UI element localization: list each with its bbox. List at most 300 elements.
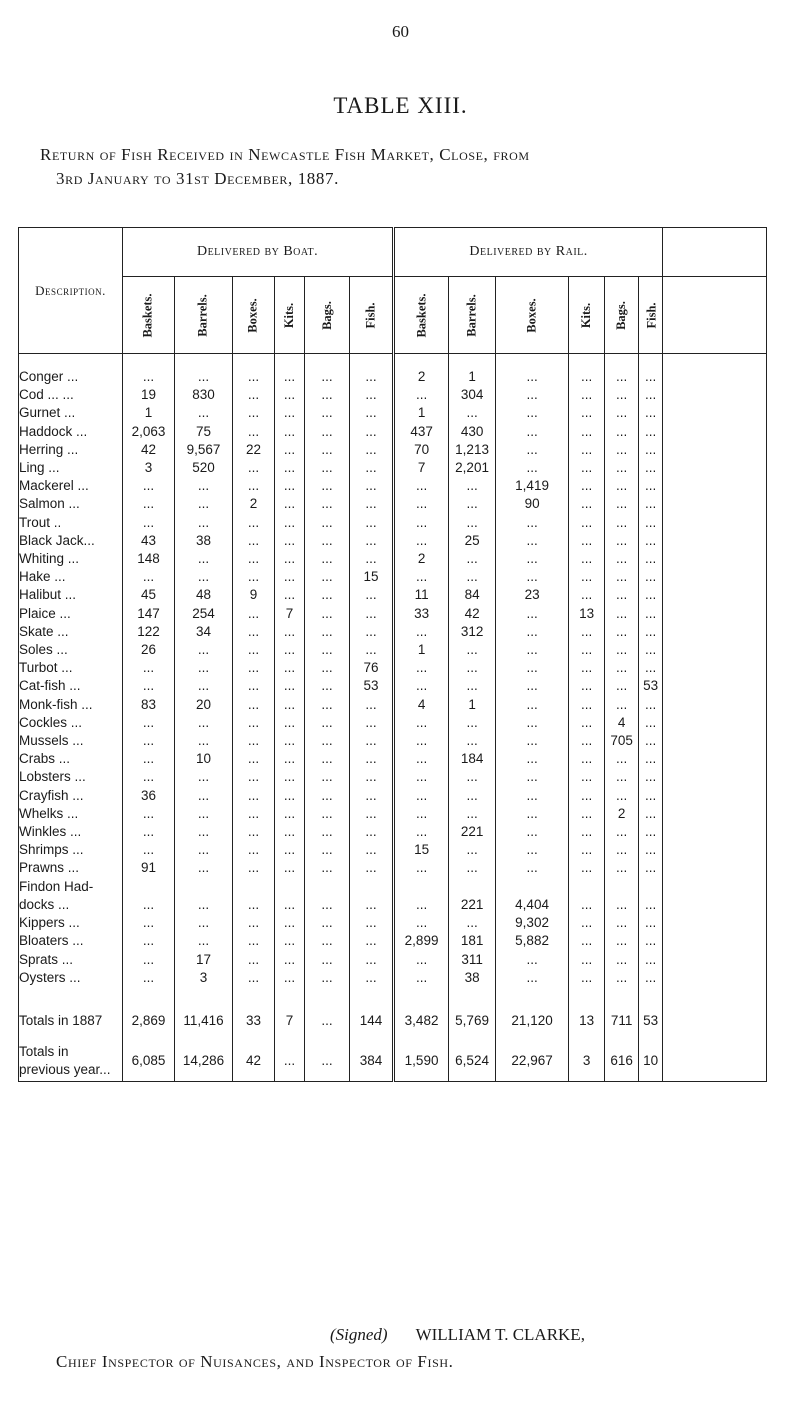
fish-description: Bloaters ... — [19, 932, 123, 950]
blank-cell — [663, 896, 767, 914]
table-cell — [605, 878, 639, 896]
spacer-cell — [175, 987, 233, 1001]
table-cell: ... — [350, 532, 394, 550]
spacer-cell — [449, 354, 496, 369]
table-cell: 5,882 — [496, 932, 569, 950]
table-cell: ... — [350, 441, 394, 459]
table-cell: ... — [569, 368, 605, 386]
table-cell: 53 — [639, 1001, 663, 1041]
table-cell: ... — [496, 823, 569, 841]
blank-cell — [663, 878, 767, 896]
blank-cell — [663, 787, 767, 805]
table-cell: ... — [605, 750, 639, 768]
table-cell: ... — [233, 714, 275, 732]
table-cell: 147 — [123, 605, 175, 623]
table-cell: ... — [449, 805, 496, 823]
spacer-cell — [394, 987, 449, 1001]
table-cell: ... — [394, 386, 449, 404]
table-row — [19, 404, 767, 422]
table-cell — [350, 878, 394, 896]
blank-cell — [663, 386, 767, 404]
table-cell: ... — [449, 404, 496, 422]
table-cell: ... — [350, 787, 394, 805]
delivered-by-rail-header: Delivered by Rail. — [394, 228, 663, 277]
table-cell: 711 — [605, 1001, 639, 1041]
table-cell: ... — [350, 386, 394, 404]
table-cell: ... — [496, 696, 569, 714]
table-row — [19, 823, 767, 841]
table-cell: ... — [350, 586, 394, 604]
table-cell: ... — [275, 586, 305, 604]
table-cell: ... — [350, 932, 394, 950]
table-cell: ... — [233, 477, 275, 495]
table-row — [19, 768, 767, 786]
table-cell: 11,416 — [175, 1001, 233, 1041]
table-cell: ... — [496, 623, 569, 641]
delivered-by-boat-header: Delivered by Boat. — [123, 228, 394, 277]
spacer-cell — [123, 354, 175, 369]
table-cell: ... — [394, 805, 449, 823]
table-cell: ... — [569, 951, 605, 969]
table-row — [19, 805, 767, 823]
blank-cell — [663, 550, 767, 568]
table-cell: ... — [639, 714, 663, 732]
table-cell: ... — [569, 386, 605, 404]
table-cell: ... — [496, 605, 569, 623]
table-cell: ... — [233, 404, 275, 422]
table-cell: ... — [175, 914, 233, 932]
table-cell: 430 — [449, 423, 496, 441]
table-cell: ... — [639, 532, 663, 550]
table-cell: 45 — [123, 586, 175, 604]
table-cell: ... — [233, 623, 275, 641]
table-cell: ... — [305, 659, 350, 677]
table-cell: ... — [394, 951, 449, 969]
table-cell: 38 — [175, 532, 233, 550]
table-cell: ... — [496, 423, 569, 441]
table-cell: ... — [275, 495, 305, 513]
blank-cell — [663, 714, 767, 732]
table-cell: 1,419 — [496, 477, 569, 495]
table-cell: ... — [496, 714, 569, 732]
table-cell: ... — [305, 404, 350, 422]
table-cell: ... — [449, 732, 496, 750]
signed-label: (Signed) — [330, 1325, 388, 1344]
table-cell: ... — [305, 1001, 350, 1041]
column-header — [233, 277, 275, 354]
table-cell: 1 — [394, 641, 449, 659]
blank-cell — [663, 659, 767, 677]
table-cell: ... — [605, 514, 639, 532]
table-cell: ... — [275, 841, 305, 859]
table-cell: 11 — [394, 586, 449, 604]
table-cell: 21,120 — [496, 1001, 569, 1041]
table-cell: ... — [305, 932, 350, 950]
table-cell: ... — [275, 914, 305, 932]
spacer-row — [19, 354, 767, 369]
table-cell: ... — [350, 732, 394, 750]
table-cell: ... — [569, 404, 605, 422]
table-cell: ... — [233, 823, 275, 841]
table-cell: 2,869 — [123, 1001, 175, 1041]
signatory-name: WILLIAM T. CLARKE, — [415, 1325, 585, 1344]
table-cell: ... — [605, 914, 639, 932]
blank-cell — [663, 859, 767, 877]
fish-description: Salmon ... — [19, 495, 123, 513]
table-cell: ... — [275, 750, 305, 768]
table-row — [19, 696, 767, 714]
table-cell: ... — [605, 841, 639, 859]
table-row — [19, 386, 767, 404]
table-cell: ... — [394, 787, 449, 805]
table-row — [19, 477, 767, 495]
column-header-label: Barrels. — [196, 294, 210, 337]
fish-description: Halibut ... — [19, 586, 123, 604]
table-row — [19, 859, 767, 877]
table-cell — [394, 878, 449, 896]
table-cell: ... — [496, 550, 569, 568]
table-cell: ... — [569, 859, 605, 877]
blank-cell — [663, 459, 767, 477]
table-cell: 2 — [233, 495, 275, 513]
table-cell: ... — [275, 896, 305, 914]
table-cell: ... — [233, 859, 275, 877]
table-cell: ... — [605, 532, 639, 550]
table-cell: ... — [605, 368, 639, 386]
table-cell: ... — [449, 859, 496, 877]
table-cell: ... — [233, 969, 275, 987]
table-cell: ... — [350, 641, 394, 659]
table-cell: ... — [305, 696, 350, 714]
table-cell: ... — [496, 514, 569, 532]
table-cell: ... — [275, 459, 305, 477]
table-row — [19, 1001, 767, 1041]
table-cell: ... — [350, 423, 394, 441]
table-cell: ... — [305, 459, 350, 477]
table-cell: ... — [123, 732, 175, 750]
table-cell: 184 — [449, 750, 496, 768]
table-cell: ... — [275, 550, 305, 568]
spacer-row — [19, 987, 767, 1001]
blank-cell — [663, 750, 767, 768]
table-cell: 7 — [275, 1001, 305, 1041]
table-cell: ... — [639, 568, 663, 586]
table-title: TABLE XIII. — [333, 93, 468, 118]
table-cell: ... — [123, 896, 175, 914]
table-cell: ... — [496, 805, 569, 823]
table-cell: ... — [639, 787, 663, 805]
table-cell: ... — [449, 714, 496, 732]
table-cell: ... — [275, 823, 305, 841]
table-row — [19, 841, 767, 859]
subtitle-line-2: 3rd January to 31st December, 1887. — [56, 169, 339, 188]
table-row — [19, 532, 767, 550]
fish-description: Conger ... — [19, 368, 123, 386]
table-cell: 26 — [123, 641, 175, 659]
table-cell: ... — [605, 459, 639, 477]
table-cell: ... — [233, 550, 275, 568]
table-row — [19, 550, 767, 568]
table-row — [19, 605, 767, 623]
spacer-cell — [233, 987, 275, 1001]
column-header — [123, 277, 175, 354]
table-cell: ... — [175, 805, 233, 823]
fish-description: Winkles ... — [19, 823, 123, 841]
table-cell: ... — [605, 441, 639, 459]
table-cell: 181 — [449, 932, 496, 950]
table-cell: ... — [350, 951, 394, 969]
table-cell: 34 — [175, 623, 233, 641]
column-header-label: Bags. — [614, 301, 629, 330]
table-cell: ... — [639, 514, 663, 532]
table-cell: ... — [175, 896, 233, 914]
spacer-cell — [663, 354, 767, 369]
fish-description: Mackerel ... — [19, 477, 123, 495]
table-cell: ... — [569, 932, 605, 950]
table-cell: ... — [233, 568, 275, 586]
table-subtitle — [40, 143, 770, 191]
table-cell: 384 — [350, 1041, 394, 1082]
table-cell: 1,213 — [449, 441, 496, 459]
fish-description: Trout .. — [19, 514, 123, 532]
table-cell: ... — [123, 768, 175, 786]
fish-description: Totals in previous year... — [19, 1041, 123, 1082]
table-cell: ... — [305, 441, 350, 459]
blank-cell — [663, 768, 767, 786]
table-cell: ... — [275, 404, 305, 422]
table-cell — [175, 878, 233, 896]
table-cell: 4 — [394, 696, 449, 714]
table-row — [19, 914, 767, 932]
column-header-label: Barrels. — [464, 294, 479, 337]
table-cell: ... — [233, 768, 275, 786]
table-cell: ... — [605, 386, 639, 404]
table-cell: ... — [449, 787, 496, 805]
table-cell: ... — [639, 823, 663, 841]
table-cell: ... — [605, 495, 639, 513]
table-cell: ... — [496, 859, 569, 877]
table-cell: 830 — [175, 386, 233, 404]
table-cell: ... — [350, 404, 394, 422]
table-row — [19, 878, 767, 896]
spacer-cell — [394, 354, 449, 369]
table-cell: ... — [639, 586, 663, 604]
table-cell: ... — [394, 732, 449, 750]
table-cell: ... — [275, 969, 305, 987]
fish-description: Totals in 1887 — [19, 1001, 123, 1041]
table-cell: 7 — [394, 459, 449, 477]
table-cell: ... — [639, 441, 663, 459]
table-cell: ... — [175, 550, 233, 568]
table-row — [19, 932, 767, 950]
table-cell: ... — [123, 368, 175, 386]
table-cell: ... — [350, 750, 394, 768]
table-cell: ... — [605, 550, 639, 568]
table-cell: ... — [639, 659, 663, 677]
table-cell: ... — [233, 368, 275, 386]
table-cell: ... — [449, 677, 496, 695]
table-row — [19, 514, 767, 532]
table-cell: 75 — [175, 423, 233, 441]
table-cell: ... — [639, 896, 663, 914]
table-cell: ... — [569, 696, 605, 714]
table-cell: 13 — [569, 1001, 605, 1041]
spacer-cell — [305, 354, 350, 369]
spacer-cell — [496, 354, 569, 369]
spacer-cell — [663, 987, 767, 1001]
table-cell: ... — [605, 932, 639, 950]
fish-description: Kippers ... — [19, 914, 123, 932]
table-cell: ... — [275, 659, 305, 677]
table-cell: ... — [394, 914, 449, 932]
blank-cell — [663, 914, 767, 932]
blank-cell — [663, 368, 767, 386]
column-header — [449, 277, 496, 354]
table-cell: 3,482 — [394, 1001, 449, 1041]
table-cell: 38 — [449, 969, 496, 987]
blank-cell — [663, 605, 767, 623]
table-cell: ... — [305, 787, 350, 805]
table-cell: ... — [305, 641, 350, 659]
column-header-label: Boxes. — [246, 298, 260, 333]
table-cell: 304 — [449, 386, 496, 404]
table-cell: 90 — [496, 495, 569, 513]
table-cell: ... — [605, 951, 639, 969]
table-cell: ... — [449, 514, 496, 532]
table-cell: ... — [639, 951, 663, 969]
table-cell: 616 — [605, 1041, 639, 1082]
table-cell: ... — [496, 659, 569, 677]
table-cell: ... — [569, 732, 605, 750]
fish-description: Gurnet ... — [19, 404, 123, 422]
table-cell: ... — [605, 768, 639, 786]
spacer-cell — [605, 354, 639, 369]
blank-cell — [663, 677, 767, 695]
spacer-cell — [305, 987, 350, 1001]
table-cell: ... — [639, 750, 663, 768]
fish-description: Whelks ... — [19, 805, 123, 823]
table-cell: ... — [639, 768, 663, 786]
table-cell: ... — [605, 568, 639, 586]
fish-description: Black Jack... — [19, 532, 123, 550]
blank-cell — [663, 1041, 767, 1082]
table-cell: ... — [305, 768, 350, 786]
table-cell: ... — [639, 696, 663, 714]
table-cell: ... — [350, 459, 394, 477]
table-cell: ... — [305, 368, 350, 386]
table-cell: 221 — [449, 896, 496, 914]
table-row — [19, 951, 767, 969]
table-cell: 705 — [605, 732, 639, 750]
table-cell: 84 — [449, 586, 496, 604]
table-cell: ... — [569, 586, 605, 604]
fish-description: Crabs ... — [19, 750, 123, 768]
blank-cell — [663, 532, 767, 550]
table-cell: ... — [394, 532, 449, 550]
blank-cell — [663, 423, 767, 441]
table-cell: ... — [350, 477, 394, 495]
table-cell: 10 — [639, 1041, 663, 1082]
table-cell: 144 — [350, 1001, 394, 1041]
spacer-cell — [605, 987, 639, 1001]
column-header — [275, 277, 305, 354]
table-cell: ... — [123, 677, 175, 695]
table-cell: ... — [305, 550, 350, 568]
table-cell: ... — [123, 914, 175, 932]
table-cell: ... — [175, 732, 233, 750]
table-cell: ... — [123, 750, 175, 768]
description-header: Description. — [19, 228, 123, 354]
table-cell: ... — [175, 677, 233, 695]
fish-description: Soles ... — [19, 641, 123, 659]
table-cell: ... — [639, 859, 663, 877]
table-cell: ... — [639, 550, 663, 568]
table-cell: ... — [449, 568, 496, 586]
table-cell: ... — [175, 787, 233, 805]
fish-description: Herring ... — [19, 441, 123, 459]
table-cell: ... — [569, 787, 605, 805]
table-cell: ... — [175, 659, 233, 677]
fish-description: Cod ... ... — [19, 386, 123, 404]
table-cell: ... — [496, 386, 569, 404]
column-header — [496, 277, 569, 354]
blank-cell — [663, 823, 767, 841]
table-cell: ... — [305, 386, 350, 404]
table-cell: ... — [569, 714, 605, 732]
table-cell: ... — [639, 841, 663, 859]
table-cell: ... — [233, 641, 275, 659]
table-cell: ... — [350, 623, 394, 641]
spacer-cell — [123, 987, 175, 1001]
table-cell: ... — [305, 477, 350, 495]
table-cell: ... — [233, 914, 275, 932]
table-cell: ... — [605, 787, 639, 805]
blank-cell — [663, 969, 767, 987]
table-cell: ... — [305, 532, 350, 550]
table-cell: ... — [449, 841, 496, 859]
table-row — [19, 623, 767, 641]
table-cell: ... — [175, 841, 233, 859]
table-cell: ... — [350, 768, 394, 786]
column-header-label: Fish. — [644, 302, 659, 329]
table-cell: ... — [275, 532, 305, 550]
table-cell: 2,201 — [449, 459, 496, 477]
table-cell: ... — [350, 696, 394, 714]
table-cell: ... — [449, 550, 496, 568]
table-cell: ... — [123, 568, 175, 586]
table-cell: ... — [394, 477, 449, 495]
blank-cell — [663, 932, 767, 950]
table-cell: 15 — [394, 841, 449, 859]
table-cell: 48 — [175, 586, 233, 604]
table-cell: ... — [305, 732, 350, 750]
table-cell: 9,302 — [496, 914, 569, 932]
table-cell: ... — [496, 459, 569, 477]
table-row — [19, 423, 767, 441]
column-header-label: Kits. — [579, 302, 594, 329]
table-cell: ... — [496, 787, 569, 805]
fish-description: Crayfish ... — [19, 787, 123, 805]
fish-description: Cockles ... — [19, 714, 123, 732]
table-cell: ... — [639, 495, 663, 513]
table-cell: ... — [605, 896, 639, 914]
spacer-cell — [496, 987, 569, 1001]
table-cell: 3 — [123, 459, 175, 477]
table-row — [19, 568, 767, 586]
table-cell: ... — [605, 605, 639, 623]
column-header-label: Fish. — [363, 302, 378, 329]
table-cell: ... — [569, 677, 605, 695]
